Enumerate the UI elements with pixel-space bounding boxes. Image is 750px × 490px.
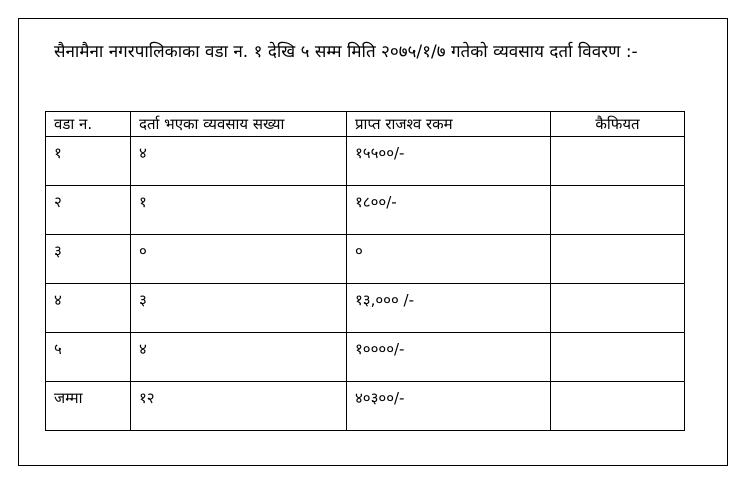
cell-remarks: [551, 284, 685, 333]
header-revenue-received: प्राप्त राजश्व रकम: [347, 112, 551, 137]
table-row: [46, 137, 685, 186]
header-remarks: कैफियत: [551, 112, 685, 137]
cell-remarks: [551, 186, 685, 235]
cell-business-count: ०: [131, 235, 347, 284]
cell-total-business-count: १२: [131, 382, 347, 431]
cell-revenue: १००००/-: [347, 333, 551, 382]
cell-ward-no: ५: [46, 333, 131, 382]
cell-ward-no: ३: [46, 235, 131, 284]
table-row: [46, 186, 685, 235]
cell-business-count: १: [131, 186, 347, 235]
table-row: [46, 235, 685, 284]
table-row: [46, 284, 685, 333]
table-header-row: [46, 112, 685, 137]
cell-revenue: १५५००/-: [347, 137, 551, 186]
business-registration-table: [45, 111, 685, 431]
cell-business-count: ३: [131, 284, 347, 333]
table-row: [46, 333, 685, 382]
cell-business-count: ४: [131, 137, 347, 186]
cell-remarks: [551, 333, 685, 382]
header-ward-no: वडा न.: [46, 112, 131, 137]
table-total-row: [46, 382, 685, 431]
header-registered-business-count: दर्ता भएका व्यवसाय सख्या: [131, 112, 347, 137]
cell-total-revenue: ४०३००/-: [347, 382, 551, 431]
cell-remarks: [551, 137, 685, 186]
cell-ward-no: २: [46, 186, 131, 235]
cell-revenue: १८००/-: [347, 186, 551, 235]
cell-revenue: ०: [347, 235, 551, 284]
cell-remarks: [551, 235, 685, 284]
cell-ward-no: १: [46, 137, 131, 186]
document-heading: सैनामैना नगरपालिकाका वडा न. १ देखि ५ सम्म मिति २०७५/१/७ गतेको व्यवसाय दर्ता विवरण :-: [54, 42, 638, 62]
cell-business-count: ४: [131, 333, 347, 382]
cell-total-label: जम्मा: [46, 382, 131, 431]
cell-total-remarks: [551, 382, 685, 431]
cell-revenue: १३,००० /-: [347, 284, 551, 333]
cell-ward-no: ४: [46, 284, 131, 333]
